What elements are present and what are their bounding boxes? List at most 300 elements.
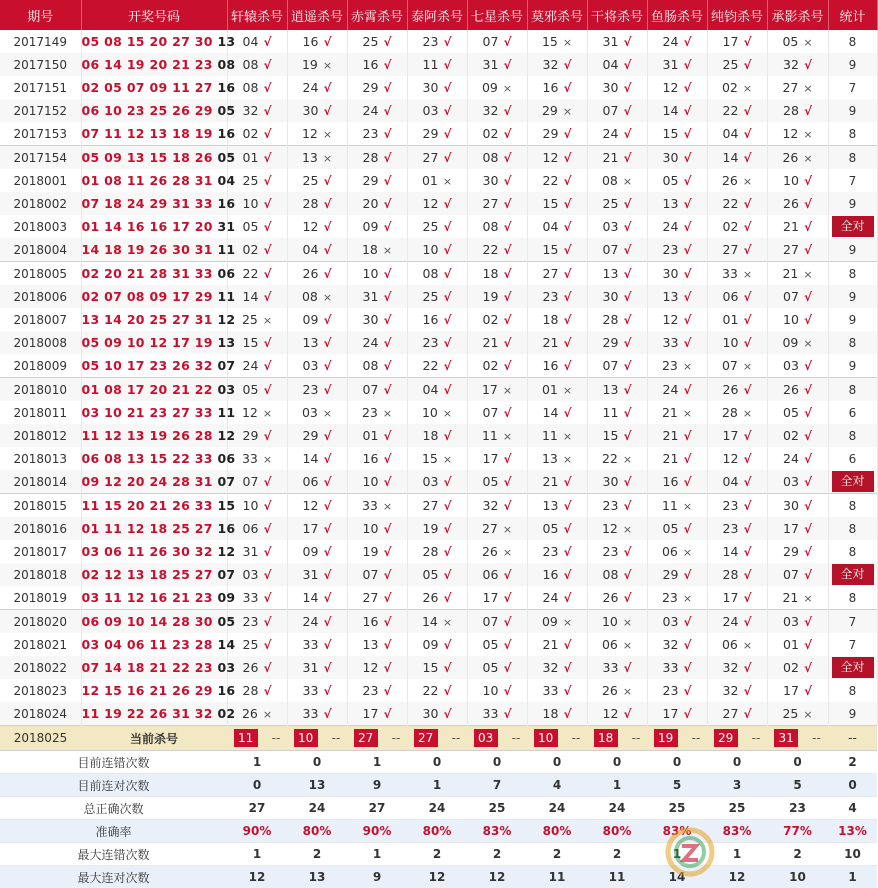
kill-cell	[227, 633, 287, 656]
kill-cell	[707, 702, 767, 726]
kill-number: 05	[243, 382, 259, 397]
correct-mark: √	[623, 81, 631, 95]
red-ball: 07	[127, 80, 145, 95]
wrong-mark: ×	[803, 268, 812, 281]
correct-mark: √	[323, 429, 331, 443]
kill-cell	[467, 331, 527, 354]
correct-mark: √	[323, 545, 331, 559]
stat-cell: 7	[828, 633, 877, 656]
kill-number: 27	[423, 150, 439, 165]
red-ball: 20	[149, 382, 167, 397]
red-ball: 28	[172, 614, 190, 629]
kill-cell	[467, 308, 527, 331]
stat-cell: 9	[828, 53, 877, 76]
kill-number: 33	[483, 706, 499, 721]
kill-number: 33	[242, 451, 258, 466]
draw-numbers	[81, 53, 227, 76]
correct-mark: √	[623, 568, 631, 582]
stats-value: 12	[707, 866, 767, 888]
issue-number: 2018005	[0, 262, 81, 286]
correct-mark: √	[443, 499, 451, 513]
stats-value: 83%	[467, 820, 527, 843]
blue-ball: 16	[217, 196, 235, 211]
red-ball: 20	[195, 219, 213, 234]
stats-value: 2	[407, 843, 467, 866]
correct-mark: √	[263, 661, 271, 675]
correct-mark: √	[804, 406, 812, 420]
kill-number: 07	[363, 567, 379, 582]
kill-cell	[287, 354, 347, 378]
blue-ball: 06	[217, 451, 235, 466]
kill-number: 01	[542, 382, 558, 397]
red-ball: 18	[149, 567, 167, 582]
kill-cell	[347, 285, 407, 308]
kill-number: 02	[243, 126, 259, 141]
kill-number: 05	[423, 567, 439, 582]
correct-mark: √	[623, 243, 631, 257]
kill-number: 03	[302, 405, 318, 420]
kill-cell	[467, 99, 527, 122]
kill-number: 29	[543, 126, 559, 141]
kill-cell	[407, 53, 467, 76]
red-ball: 11	[82, 706, 100, 721]
kill-cell	[467, 633, 527, 656]
kill-cell	[347, 540, 407, 563]
kill-cell	[527, 76, 587, 99]
wrong-mark: ×	[743, 639, 752, 652]
kill-cell	[707, 99, 767, 122]
kill-cell	[467, 169, 527, 192]
red-ball: 21	[149, 683, 167, 698]
stat-cell: 8	[828, 424, 877, 447]
correct-mark: √	[743, 475, 751, 489]
wrong-mark: ×	[263, 453, 272, 466]
correct-mark: √	[323, 522, 331, 536]
kill-cell	[407, 447, 467, 470]
red-ball: 27	[195, 80, 213, 95]
kill-cell	[467, 122, 527, 146]
correct-mark: √	[804, 568, 812, 582]
kill-number: 06	[662, 544, 678, 559]
kill-number: 05	[483, 637, 499, 652]
correct-mark: √	[743, 661, 751, 675]
correct-mark: √	[383, 591, 391, 605]
stats-value: 10	[767, 866, 828, 888]
red-ball: 09	[149, 289, 167, 304]
kill-cell	[347, 563, 407, 586]
kill-number: 10	[243, 196, 259, 211]
correct-mark: √	[623, 267, 631, 281]
stats-value: 12	[227, 866, 287, 888]
kill-number: 31	[303, 660, 319, 675]
draw-numbers	[81, 702, 227, 726]
correct-mark: √	[563, 591, 571, 605]
red-ball: 14	[104, 312, 122, 327]
kill-cell	[407, 238, 467, 262]
kill-cell	[467, 192, 527, 215]
pending-dash: --	[692, 731, 701, 745]
red-ball: 18	[172, 150, 190, 165]
red-ball: 31	[195, 173, 213, 188]
kill-number: 25	[423, 289, 439, 304]
kill-number: 30	[603, 474, 619, 489]
red-ball: 33	[195, 451, 213, 466]
kill-cell	[707, 169, 767, 192]
red-ball: 21	[149, 498, 167, 513]
kill-number: 06	[723, 289, 739, 304]
correct-mark: √	[383, 81, 391, 95]
table-header	[0, 0, 877, 30]
kill-cell	[227, 169, 287, 192]
red-ball: 13	[127, 567, 145, 582]
wrong-mark: ×	[263, 314, 272, 327]
kill-cell	[587, 215, 647, 238]
red-ball: 23	[195, 57, 213, 72]
red-ball: 01	[82, 219, 100, 234]
kill-number: 12	[663, 312, 679, 327]
kill-number: 07	[483, 614, 499, 629]
correct-mark: √	[323, 220, 331, 234]
correct-mark: √	[263, 475, 271, 489]
correct-mark: √	[683, 383, 691, 397]
stats-value: 90%	[347, 820, 407, 843]
kill-cell	[707, 610, 767, 634]
stats-label: 最大连错次数	[0, 843, 227, 866]
issue-number: 2018018	[0, 563, 81, 586]
kill-number: 16	[663, 474, 679, 489]
red-ball: 13	[82, 312, 100, 327]
blue-ball: 15	[217, 498, 235, 513]
current-kill-number: 03	[474, 729, 498, 747]
blue-ball: 16	[217, 683, 235, 698]
kill-number: 13	[603, 266, 619, 281]
correct-mark: √	[443, 58, 451, 72]
kill-cell	[587, 470, 647, 494]
stats-value: 9	[347, 774, 407, 797]
kill-cell	[407, 494, 467, 518]
kill-number: 14	[723, 150, 739, 165]
red-ball: 12	[104, 428, 122, 443]
kill-number: 12	[242, 405, 258, 420]
column-header: 纯钧杀号	[707, 0, 767, 30]
kill-number: 07	[783, 567, 799, 582]
kill-number: 23	[663, 683, 679, 698]
stats-value: 1	[407, 774, 467, 797]
red-ball: 16	[149, 590, 167, 605]
red-ball: 18	[104, 196, 122, 211]
kill-number: 01	[783, 637, 799, 652]
issue-number: 2017152	[0, 99, 81, 122]
correct-mark: √	[503, 336, 511, 350]
correct-mark: √	[683, 429, 691, 443]
kill-number: 23	[423, 34, 439, 49]
draw-numbers	[81, 308, 227, 331]
red-ball: 11	[104, 590, 122, 605]
correct-mark: √	[263, 359, 271, 373]
correct-mark: √	[443, 313, 451, 327]
kill-cell	[467, 517, 527, 540]
kill-number: 19	[363, 544, 379, 559]
kill-number: 02	[483, 312, 499, 327]
kill-number: 08	[302, 289, 318, 304]
stats-value: 11	[587, 866, 647, 888]
kill-cell	[467, 702, 527, 726]
blue-ball: 05	[217, 103, 235, 118]
red-ball: 17	[127, 358, 145, 373]
wrong-mark: ×	[323, 128, 332, 141]
kill-number: 13	[302, 150, 318, 165]
red-ball: 06	[82, 103, 100, 118]
kill-number: 12	[423, 196, 439, 211]
correct-mark: √	[623, 359, 631, 373]
kill-number: 26	[242, 706, 258, 721]
blue-ball: 13	[217, 34, 235, 49]
kill-number: 33	[243, 590, 259, 605]
correct-mark: √	[804, 313, 812, 327]
kill-cell	[227, 215, 287, 238]
kill-cell	[647, 76, 707, 99]
stats-value: 24	[587, 797, 647, 820]
correct-mark: √	[743, 684, 751, 698]
stats-value: 2	[527, 843, 587, 866]
red-ball: 28	[172, 474, 190, 489]
pending-dash: --	[812, 731, 821, 745]
stats-value: 14	[647, 866, 707, 888]
blue-ball: 11	[217, 405, 235, 420]
kill-number: 17	[483, 590, 499, 605]
kill-cell	[647, 331, 707, 354]
kill-cell	[647, 169, 707, 192]
stat-cell: 9	[828, 238, 877, 262]
kill-number: 25	[242, 312, 258, 327]
red-ball: 23	[195, 660, 213, 675]
stats-value: 24	[527, 797, 587, 820]
kill-cell	[227, 679, 287, 702]
kill-number: 26	[243, 660, 259, 675]
correct-mark: √	[683, 151, 691, 165]
stats-value: 0	[527, 751, 587, 774]
kill-cell	[347, 610, 407, 634]
kill-cell	[467, 470, 527, 494]
wrong-mark: ×	[443, 407, 452, 420]
stats-value: 1	[828, 866, 877, 888]
kill-cell	[347, 378, 407, 402]
kill-number: 25	[243, 173, 259, 188]
red-ball: 20	[127, 498, 145, 513]
kill-number: 04	[423, 382, 439, 397]
red-ball: 03	[82, 590, 100, 605]
correct-mark: √	[503, 591, 511, 605]
correct-mark: √	[683, 81, 691, 95]
kill-number: 04	[243, 34, 259, 49]
correct-mark: √	[623, 104, 631, 118]
draw-rows	[0, 30, 877, 726]
kill-number: 05	[483, 474, 499, 489]
kill-number: 22	[602, 451, 618, 466]
draw-numbers	[81, 285, 227, 308]
kill-cell	[227, 447, 287, 470]
red-ball: 06	[82, 57, 100, 72]
kill-number: 31	[603, 34, 619, 49]
stat-cell: 6	[828, 447, 877, 470]
red-ball: 17	[172, 289, 190, 304]
red-ball: 26	[172, 103, 190, 118]
kill-number: 33	[303, 706, 319, 721]
stat-cell: 9	[828, 308, 877, 331]
wrong-mark: ×	[383, 500, 392, 513]
kill-number: 29	[663, 567, 679, 582]
kill-number: 15	[423, 660, 439, 675]
red-ball: 09	[82, 474, 100, 489]
correct-mark: √	[623, 429, 631, 443]
wrong-mark: ×	[743, 360, 752, 373]
correct-mark: √	[743, 591, 751, 605]
draw-numbers	[81, 122, 227, 146]
kill-cell	[287, 586, 347, 610]
correct-mark: √	[503, 568, 511, 582]
stats-row	[0, 774, 877, 797]
correct-mark: √	[563, 290, 571, 304]
stats-value: 27	[347, 797, 407, 820]
correct-mark: √	[623, 58, 631, 72]
table-row	[0, 99, 877, 122]
wrong-mark: ×	[503, 384, 512, 397]
draw-numbers	[81, 517, 227, 540]
red-ball: 24	[149, 474, 167, 489]
table-row	[0, 122, 877, 146]
stats-value: 1	[227, 751, 287, 774]
stat-cell: 8	[828, 30, 877, 53]
wrong-mark: ×	[503, 523, 512, 536]
pending-dash: --	[752, 731, 761, 745]
kill-cell	[407, 146, 467, 170]
kill-cell	[527, 540, 587, 563]
blue-ball: 09	[217, 590, 235, 605]
kill-cell	[527, 470, 587, 494]
correct-mark: √	[743, 243, 751, 257]
blue-ball: 07	[217, 567, 235, 582]
kill-cell	[287, 215, 347, 238]
stats-row	[0, 843, 877, 866]
kill-number: 05	[663, 173, 679, 188]
red-ball: 33	[195, 266, 213, 281]
current-kill-cell	[467, 726, 527, 751]
correct-mark: √	[743, 522, 751, 536]
correct-mark: √	[804, 383, 812, 397]
correct-mark: √	[683, 174, 691, 188]
current-kill-cell	[587, 726, 647, 751]
blue-ball: 16	[217, 521, 235, 536]
correct-mark: √	[804, 475, 812, 489]
kill-number: 24	[543, 590, 559, 605]
kill-number: 14	[422, 614, 438, 629]
kill-cell	[647, 215, 707, 238]
kill-cell	[647, 146, 707, 170]
kill-number: 07	[722, 358, 738, 373]
red-ball: 22	[195, 382, 213, 397]
kill-cell	[347, 331, 407, 354]
kill-number: 30	[663, 150, 679, 165]
kill-number: 28	[723, 567, 739, 582]
kill-number: 27	[783, 242, 799, 257]
wrong-mark: ×	[743, 175, 752, 188]
stats-value: 90%	[227, 820, 287, 843]
correct-mark: √	[683, 522, 691, 536]
correct-mark: √	[503, 104, 511, 118]
kill-number: 02	[483, 358, 499, 373]
wrong-mark: ×	[803, 82, 812, 95]
kill-number: 28	[243, 683, 259, 698]
kill-cell	[527, 633, 587, 656]
kill-cell	[287, 540, 347, 563]
red-ball: 09	[104, 150, 122, 165]
current-kill-cell	[347, 726, 407, 751]
red-ball: 14	[82, 242, 100, 257]
pending-dash: --	[632, 731, 641, 745]
stat-cell	[828, 470, 877, 494]
kill-number: 26	[303, 266, 319, 281]
red-ball: 23	[149, 405, 167, 420]
wrong-mark: ×	[803, 337, 812, 350]
correct-mark: √	[503, 197, 511, 211]
kill-cell	[707, 586, 767, 610]
kill-cell	[647, 308, 707, 331]
red-ball: 28	[195, 428, 213, 443]
kill-number: 28	[722, 405, 738, 420]
correct-mark: √	[323, 591, 331, 605]
kill-cell	[407, 192, 467, 215]
current-kill-cell	[707, 726, 767, 751]
kill-number: 01	[243, 150, 259, 165]
kill-cell	[587, 378, 647, 402]
kill-number: 02	[783, 428, 799, 443]
kill-number: 28	[303, 196, 319, 211]
kill-cell	[467, 53, 527, 76]
correct-mark: √	[743, 58, 751, 72]
red-ball: 22	[127, 706, 145, 721]
red-ball: 03	[82, 637, 100, 652]
draw-numbers	[81, 192, 227, 215]
correct-mark: √	[323, 81, 331, 95]
wrong-mark: ×	[623, 175, 632, 188]
kill-number: 16	[363, 451, 379, 466]
kill-cell	[467, 424, 527, 447]
correct-mark: √	[383, 290, 391, 304]
wrong-mark: ×	[383, 244, 392, 257]
kill-cell	[527, 331, 587, 354]
draw-numbers	[81, 563, 227, 586]
correct-mark: √	[323, 35, 331, 49]
kill-cell	[347, 262, 407, 286]
correct-mark: √	[443, 429, 451, 443]
kill-cell	[407, 262, 467, 286]
kill-cell	[707, 447, 767, 470]
kill-cell	[227, 378, 287, 402]
issue-number: 2018003	[0, 215, 81, 238]
stats-label: 总正确次数	[0, 797, 227, 820]
kill-cell	[227, 238, 287, 262]
correct-mark: √	[383, 267, 391, 281]
wrong-mark: ×	[743, 407, 752, 420]
red-ball: 31	[172, 706, 190, 721]
kill-cell	[767, 586, 828, 610]
kill-cell	[407, 633, 467, 656]
kill-number: 08	[602, 173, 618, 188]
pending-dash: --	[332, 731, 341, 745]
red-ball: 29	[195, 683, 213, 698]
kill-cell	[707, 424, 767, 447]
kill-cell	[227, 702, 287, 726]
